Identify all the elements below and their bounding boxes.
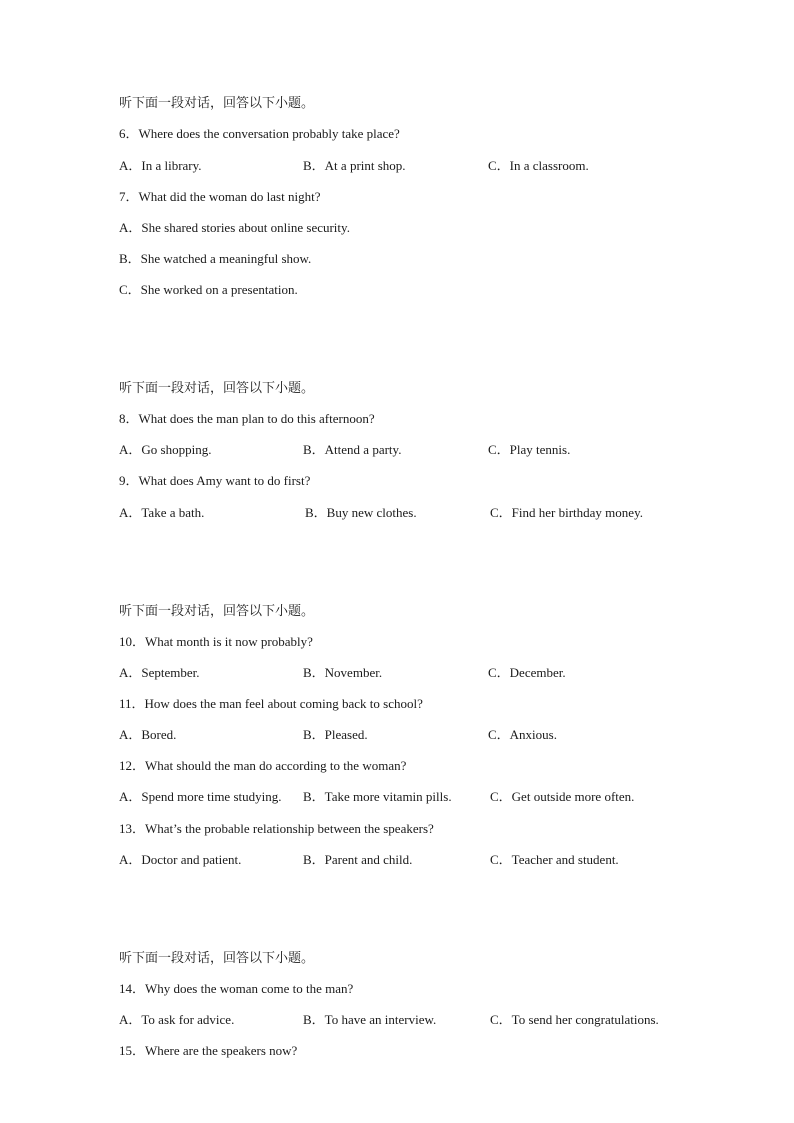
option-a: A．Spend more time studying.	[119, 789, 282, 804]
option-b: B．Take more vitamin pills.	[303, 789, 452, 804]
section-heading: 听下面一段对话，回答以下小题。	[119, 950, 315, 965]
option-a: A．Bored.	[119, 727, 177, 742]
section-heading: 听下面一段对话，回答以下小题。	[119, 380, 315, 395]
option-b: B．At a print shop.	[303, 158, 406, 173]
question-text: 14．Why does the woman come to the man?	[119, 981, 354, 996]
option-a: A．September.	[119, 665, 200, 680]
question-text: 11．How does the man feel about coming back to school?	[119, 696, 423, 711]
section-heading: 听下面一段对话，回答以下小题。	[119, 95, 315, 110]
question-text: 12．What should the man do according to the woman?	[119, 758, 407, 773]
question-text: 9．What does Amy want to do first?	[119, 473, 311, 488]
option-b: B．Pleased.	[303, 727, 368, 742]
option-b: B．Buy new clothes.	[305, 505, 417, 520]
option-a: A．Go shopping.	[119, 442, 212, 457]
option-c: C．Find her birthday money.	[490, 505, 643, 520]
option-c: C．To send her congratulations.	[490, 1012, 659, 1027]
option-c: C．In a classroom.	[488, 158, 589, 173]
option-c: C．Anxious.	[488, 727, 557, 742]
option-b: B．November.	[303, 665, 383, 680]
question-text: 7．What did the woman do last night?	[119, 189, 321, 204]
option-c: C．Get outside more often.	[490, 789, 635, 804]
question-text: 6．Where does the conversation probably take place?	[119, 126, 400, 141]
option-a: A．Take a bath.	[119, 505, 205, 520]
option-b: B．She watched a meaningful show.	[119, 251, 312, 266]
question-text: 13．What’s the probable relationship between the speakers?	[119, 821, 434, 836]
option-c: C．December.	[488, 665, 566, 680]
option-b: B．Attend a party.	[303, 442, 402, 457]
option-a: A．In a library.	[119, 158, 202, 173]
option-a: A．Doctor and patient.	[119, 852, 242, 867]
option-a: A．She shared stories about online security.	[119, 220, 350, 235]
option-c: C．Play tennis.	[488, 442, 571, 457]
question-text: 15．Where are the speakers now?	[119, 1043, 298, 1058]
option-b: B．Parent and child.	[303, 852, 413, 867]
option-a: A．To ask for advice.	[119, 1012, 235, 1027]
option-b: B．To have an interview.	[303, 1012, 437, 1027]
question-text: 10．What month is it now probably?	[119, 634, 313, 649]
option-c: C．She worked on a presentation.	[119, 282, 298, 297]
question-text: 8．What does the man plan to do this afternoon?	[119, 411, 375, 426]
section-heading: 听下面一段对话，回答以下小题。	[119, 603, 315, 618]
option-c: C．Teacher and student.	[490, 852, 619, 867]
